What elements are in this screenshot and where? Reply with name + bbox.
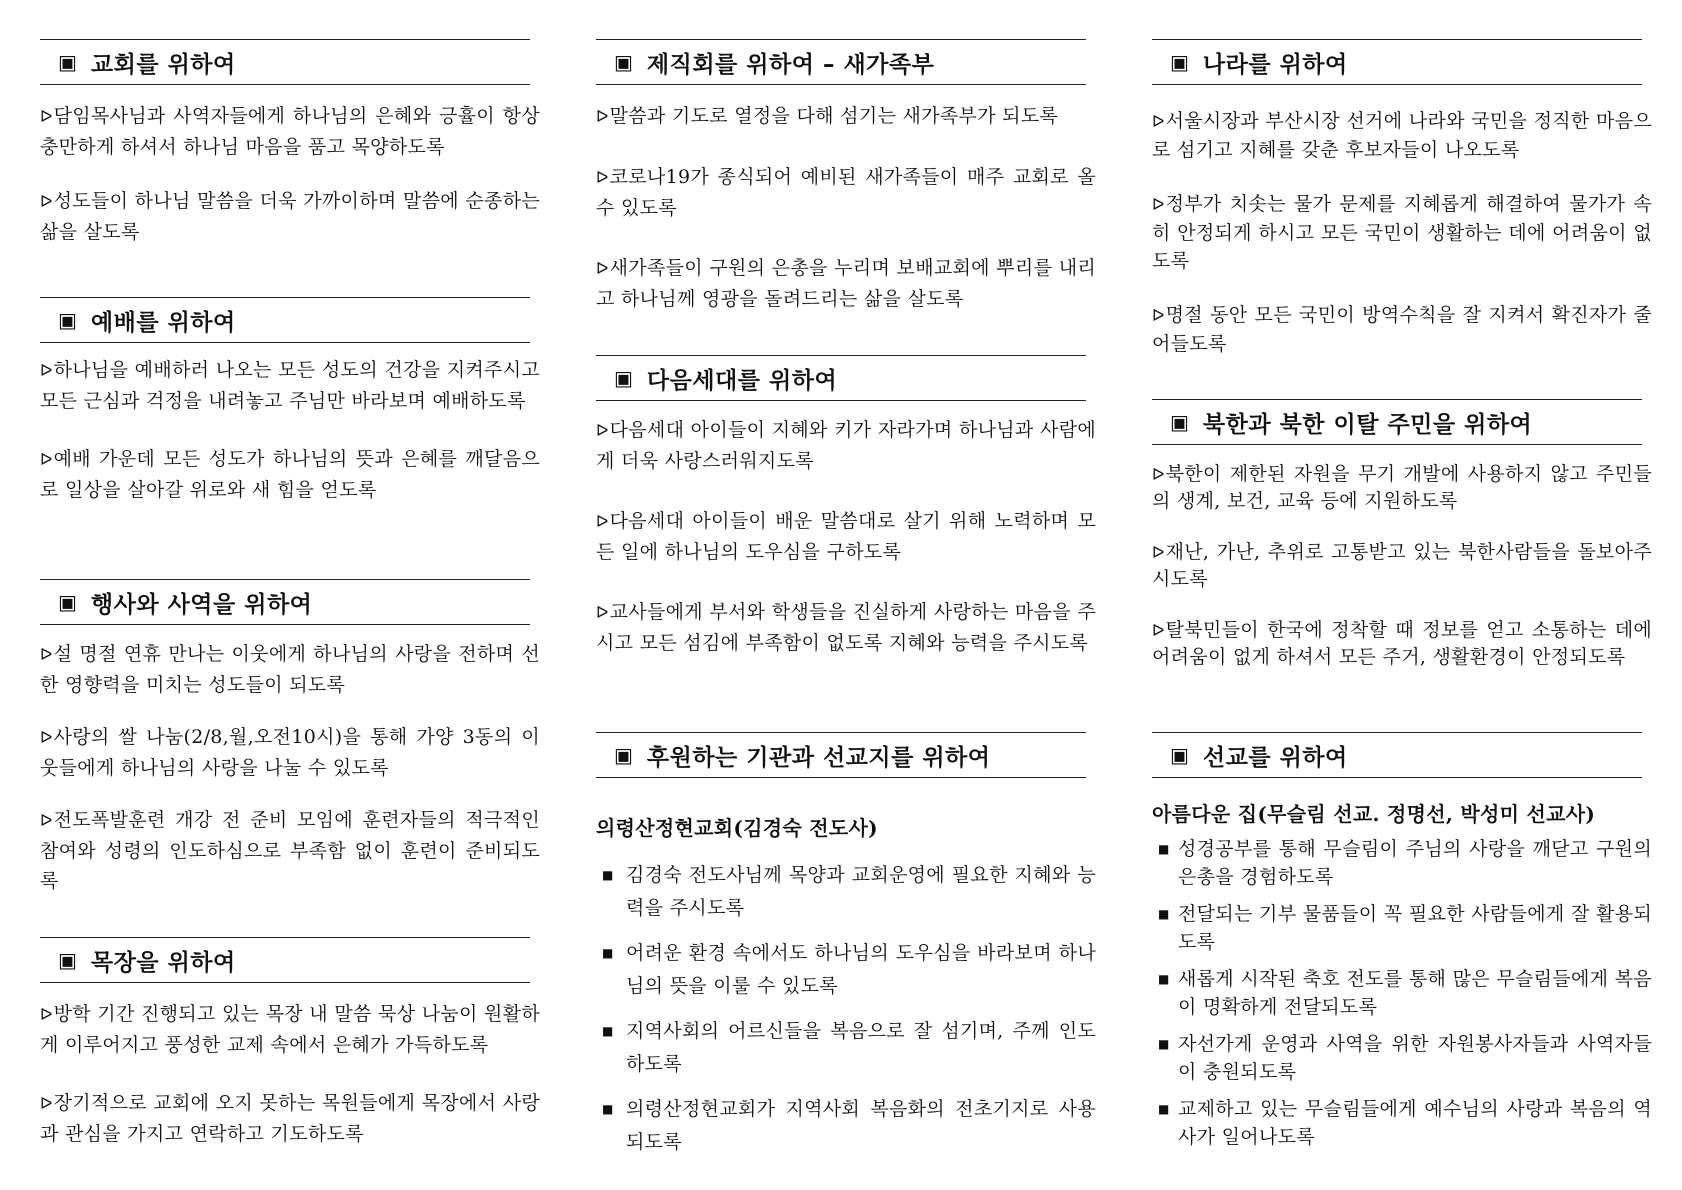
triangle-bullet-icon: ᐅ (40, 645, 53, 664)
prayer-item: ᐅ탈북민들이 한국에 정착할 때 정보를 얻고 소통하는 데에 어려움이 없게 하셔서 모든 주거, 생활환경이 안정되도록 (1152, 619, 1652, 668)
triangle-bullet-icon: ᐅ (596, 259, 609, 278)
section-header (40, 39, 530, 85)
prayer-item: ᐅ담임목사님과 사역자들에게 하나님의 은혜와 긍휼이 항상 충만하게 하셔서 하나님 마음을 품고 목양하도록 (40, 105, 540, 158)
mission-item: ■ 성경공부를 통해 무슬림이 주님의 사랑을 깨닫고 구원의 은총을 경험하도록 (1152, 835, 1652, 891)
section-title: 선교를 위하여 (1202, 744, 1348, 771)
prayer-item: ᐅ사랑의 쌀 나눔(2/8,월,오전10시)을 통해 가양 3동의 이웃들에게 하나님의 사랑을 나눌 수 있도록 (40, 726, 540, 779)
square-bullet-icon: ■ (602, 1024, 614, 1038)
section-deacons (596, 39, 1096, 314)
prayer-item: ᐅ하나님을 예배하러 나오는 모든 성도의 건강을 지켜주시고 모든 근심과 걱정을 내려놓고 주님만 바라보며 예배하도록 (40, 359, 540, 412)
prayer-item: ᐅ예배 가운데 모든 성도가 하나님의 뜻과 은혜를 깨달음으로 일상을 살아갈 위로와 새 힘을 얻도록 (40, 448, 540, 501)
prayer-item: ᐅ북한이 제한된 자원을 무기 개발에 사용하지 않고 주민들의 생계, 보건, 교육 등에 지원하도록 (1152, 463, 1652, 512)
section-title: 나라를 위하여 (1202, 51, 1348, 78)
support-item: ■ 의령산정현교회가 지역사회 복음화의 전초기지로 사용되도록 (596, 1093, 1096, 1159)
triangle-bullet-icon: ᐅ (40, 728, 53, 747)
square-bullet-icon: ■ (1158, 1037, 1170, 1051)
prayer-item: ᐅ새가족들이 구원의 은총을 누리며 보배교회에 뿌리를 내리고 하나님께 영광을 돌려드리는 삶을 살도록 (596, 257, 1096, 310)
triangle-bullet-icon: ᐅ (40, 1005, 53, 1024)
triangle-bullet-icon: ᐅ (1152, 621, 1165, 640)
square-bullet-icon: ■ (602, 946, 614, 960)
square-marker-icon: ▣ (614, 50, 633, 74)
mission-item: ■ 자선가게 운영과 사역을 위한 자원봉사자들과 사역자들이 충원되도록 (1152, 1030, 1652, 1086)
square-marker-icon: ▣ (614, 743, 633, 767)
prayer-item: ᐅ명절 동안 모든 국민이 방역수칙을 잘 지켜서 확진자가 줄어들도록 (1152, 304, 1652, 355)
section-north-korea (1152, 399, 1652, 671)
section-header (1152, 732, 1642, 778)
section-title: 예배를 위하여 (90, 309, 236, 336)
triangle-bullet-icon: ᐅ (40, 1094, 53, 1113)
triangle-bullet-icon: ᐅ (40, 450, 53, 469)
square-marker-icon: ▣ (1170, 410, 1189, 434)
square-marker-icon: ▣ (614, 366, 633, 390)
prayer-item: ᐅ장기적으로 교회에 오지 못하는 목원들에게 목장에서 사랑과 관심을 가지고 연락하고 기도하도록 (40, 1092, 540, 1145)
section-header (40, 579, 530, 625)
mission-item: ■ 교제하고 있는 무슬림들에게 예수님의 사랑과 복음의 역사가 일어나도록 (1152, 1095, 1652, 1151)
support-item: ■ 김경숙 전도사님께 목양과 교회운영에 필요한 지혜와 능력을 주시도록 (596, 859, 1096, 925)
section-cell-group (40, 937, 540, 1149)
section-header (596, 39, 1086, 85)
triangle-bullet-icon: ᐅ (40, 107, 53, 126)
square-marker-icon: ▣ (58, 948, 77, 972)
triangle-bullet-icon: ᐅ (1152, 543, 1165, 562)
triangle-bullet-icon: ᐅ (596, 603, 609, 622)
prayer-item: ᐅ교사들에게 부서와 학생들을 진실하게 사랑하는 마음을 주시고 모든 섬김에 부족함이 없도록 지혜와 능력을 주시도록 (596, 601, 1096, 654)
prayer-item: ᐅ성도들이 하나님 말씀을 더욱 가까이하며 말씀에 순종하는 삶을 살도록 (40, 190, 540, 243)
section-title: 교회를 위하여 (90, 51, 236, 78)
triangle-bullet-icon: ᐅ (40, 192, 53, 211)
section-header (1152, 399, 1642, 445)
triangle-bullet-icon: ᐅ (596, 168, 609, 187)
prayer-item: ᐅ전도폭발훈련 개강 전 준비 모임에 훈련자들의 적극적인 참여와 성령의 인도하심으로 부족함 없이 훈련이 준비되도록 (40, 809, 540, 892)
triangle-bullet-icon: ᐅ (596, 512, 609, 531)
section-nation (1152, 39, 1652, 358)
prayer-item: ᐅ다음세대 아이들이 배운 말씀대로 살기 위해 노력하며 모든 일에 하나님의 도우심을 구하도록 (596, 510, 1096, 563)
mission-subtitle: 아름다운 집(무슬림 선교. 정명선, 박성미 선교사) (1152, 802, 1596, 826)
prayer-item: ᐅ재난, 가난, 추위로 고통받고 있는 북한사람들을 돌보아주시도록 (1152, 541, 1652, 590)
section-header (40, 297, 530, 343)
triangle-bullet-icon: ᐅ (596, 421, 609, 440)
square-bullet-icon: ■ (602, 868, 614, 882)
section-title: 행사와 사역을 위하여 (90, 591, 313, 618)
section-worship (40, 297, 540, 505)
section-title: 후원하는 기관과 선교지를 위하여 (646, 744, 991, 771)
triangle-bullet-icon: ᐅ (596, 107, 609, 126)
section-title: 목장을 위하여 (90, 949, 236, 976)
section-header (596, 732, 1086, 778)
triangle-bullet-icon: ᐅ (1152, 195, 1165, 214)
triangle-bullet-icon: ᐅ (40, 361, 53, 380)
section-title: 제직회를 위하여 – 새가족부 (646, 51, 935, 78)
support-church-subtitle: 의령산정현교회(김경숙 전도사) (596, 816, 878, 840)
prayer-item: ᐅ서울시장과 부산시장 선거에 나라와 국민을 정직한 마음으로 섬기고 지혜를 갖춘 후보자들이 나오도록 (1152, 110, 1652, 161)
support-item: ■ 지역사회의 어르신들을 복음으로 잘 섬기며, 주께 인도하도록 (596, 1015, 1096, 1081)
square-marker-icon: ▣ (1170, 50, 1189, 74)
triangle-bullet-icon: ᐅ (1152, 112, 1165, 131)
section-events (40, 579, 540, 896)
section-mission (1152, 732, 1652, 1151)
square-bullet-icon: ■ (1158, 842, 1170, 856)
section-header (40, 937, 530, 983)
square-marker-icon: ▣ (1170, 743, 1189, 767)
prayer-item: ᐅ말씀과 기도로 열정을 다해 섬기는 새가족부가 되도록 (596, 105, 1059, 127)
mission-item: ■ 새롭게 시작된 축호 전도를 통해 많은 무슬림들에게 복음이 명확하게 전달되도록 (1152, 965, 1652, 1021)
square-bullet-icon: ■ (1158, 972, 1170, 986)
section-church (40, 39, 540, 247)
section-header (1152, 39, 1642, 85)
section-support (596, 732, 1096, 1159)
triangle-bullet-icon: ᐅ (1152, 306, 1165, 325)
square-marker-icon: ▣ (58, 50, 77, 74)
square-bullet-icon: ■ (1158, 1102, 1170, 1116)
square-marker-icon: ▣ (58, 590, 77, 614)
triangle-bullet-icon: ᐅ (40, 811, 53, 830)
section-next-generation (596, 355, 1096, 658)
square-bullet-icon: ■ (602, 1102, 614, 1116)
prayer-item: ᐅ다음세대 아이들이 지혜와 키가 자라가며 하나님과 사람에게 더욱 사랑스러워지도록 (596, 419, 1096, 472)
prayer-item: ᐅ코로나19가 종식되어 예비된 새가족들이 매주 교회로 올 수 있도록 (596, 166, 1096, 219)
section-header (596, 355, 1086, 401)
square-marker-icon: ▣ (58, 308, 77, 332)
section-title: 북한과 북한 이탈 주민을 위하여 (1202, 411, 1533, 438)
square-bullet-icon: ■ (1158, 907, 1170, 921)
section-title: 다음세대를 위하여 (646, 367, 838, 394)
prayer-item: ᐅ정부가 치솟는 물가 문제를 지혜롭게 해결하여 물가가 속히 안정되게 하시고 모든 국민이 생활하는 데에 어려움이 없도록 (1152, 193, 1652, 272)
triangle-bullet-icon: ᐅ (1152, 465, 1165, 484)
support-item: ■ 어려운 환경 속에서도 하나님의 도우심을 바라보며 하나님의 뜻을 이룰 수 있도록 (596, 937, 1096, 1003)
prayer-item: ᐅ설 명절 연휴 만나는 이웃에게 하나님의 사랑을 전하며 선한 영향력을 미치는 성도들이 되도록 (40, 643, 540, 696)
mission-item: ■ 전달되는 기부 물품들이 꼭 필요한 사람들에게 잘 활용되도록 (1152, 900, 1652, 956)
prayer-item: ᐅ방학 기간 진행되고 있는 목장 내 말씀 묵상 나눔이 원활하게 이루어지고 풍성한 교제 속에서 은혜가 가득하도록 (40, 1003, 540, 1056)
